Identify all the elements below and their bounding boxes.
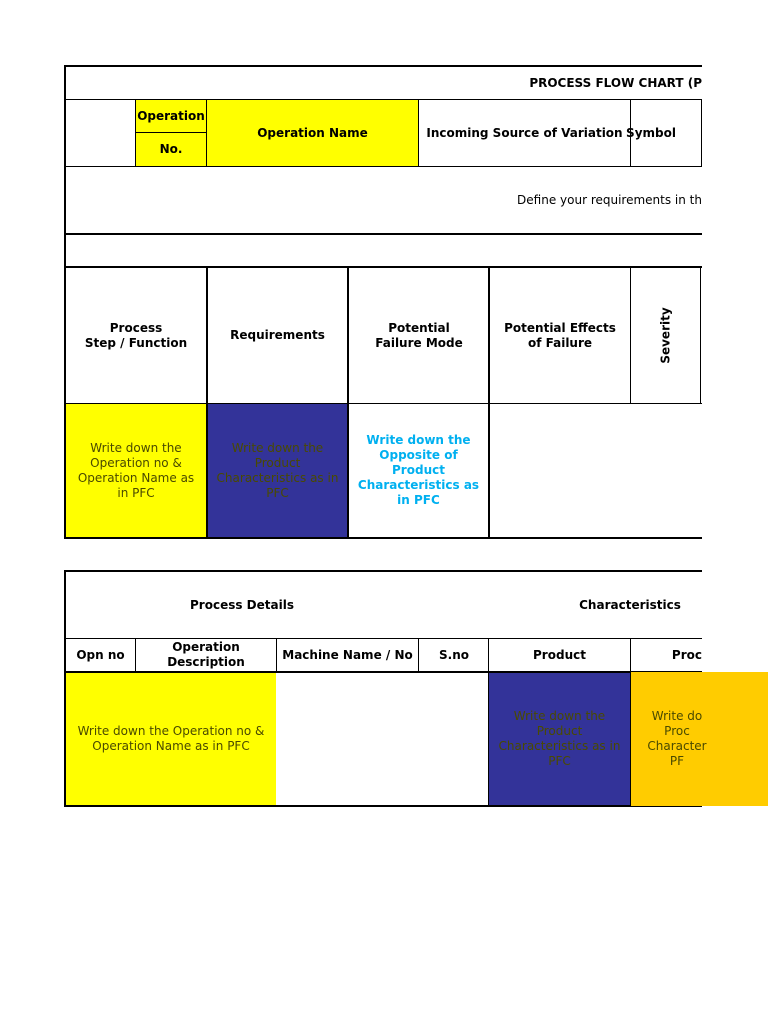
pfmea-note-failure-mode: Write down the Opposite of Product Characteristics as in PFC [357,433,480,507]
pfc-col-symbol: Symbol [626,125,676,140]
pfc-col-operation-name: Operation Name [207,100,418,166]
cp-note-process-text: Write do Proc Character PF [647,709,707,768]
cp-col-opn-no: Opn no [76,647,125,662]
pfmea-header-process-step [66,268,206,403]
cp-col-op-desc: Operation Description [167,640,245,669]
pfc-title: PROCESS FLOW CHART (P [529,75,702,90]
pfc-col-operation: Operation [136,100,206,132]
cp-col-process: Proc [671,647,702,662]
pfmea-severity-label: Severity [658,307,673,364]
cp-col-sno: S.no [439,647,469,662]
cp-col-product: Product [533,647,586,662]
pfmea-header-effects: Potential Effects of Failure [504,320,616,350]
pfmea-process-line2: Step / Function [84,335,188,350]
pfmea-header-severity [631,268,701,403]
pfc-define-text: Define your requirements in th [517,192,702,207]
cp-note-operation: Write down the Operation no & Operation Name as in PFC [66,673,276,805]
cp-process-details: Process Details [190,597,294,612]
pfc-col-incoming: Incoming Source of Variation [426,125,623,140]
pfmea-process-line1: Process [109,320,163,335]
cp-note-process [631,672,768,806]
pfmea-note-requirements: Write down the Product Characteristics as in PFC [208,404,347,537]
cp-characteristics: Characteristics [579,597,681,612]
pfmea-header-requirements: Requirements [230,328,325,342]
pfmea-header-failure-mode: Potential Failure Mode [375,320,463,350]
pfmea-note-process-step: Write down the Operation no & Operation Name as in PFC [66,404,206,537]
cp-col-machine: Machine Name / No [282,647,413,662]
pfc-col-no: No. [136,133,206,166]
cp-note-product: Write down the Product Characteristics as in PFC [489,673,630,805]
